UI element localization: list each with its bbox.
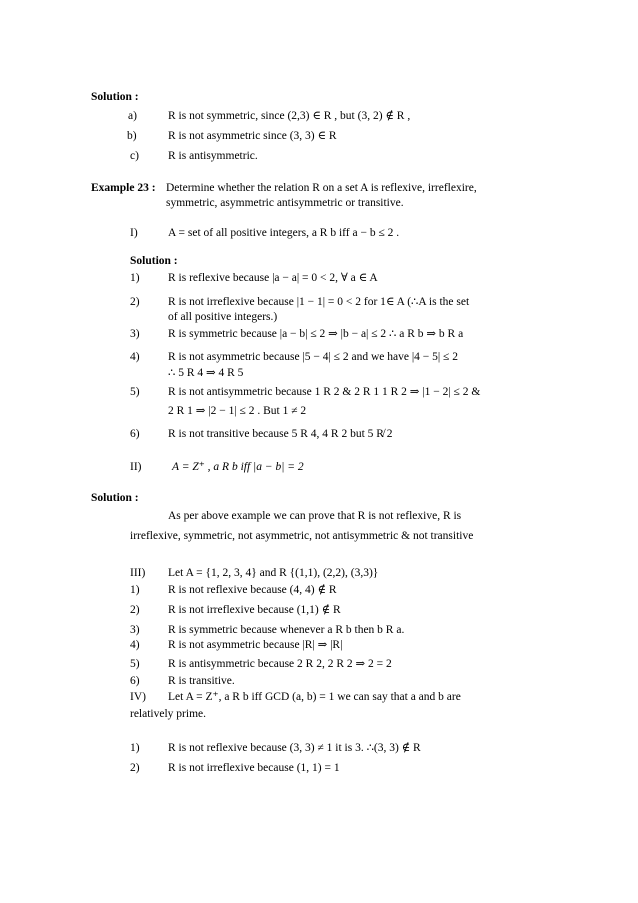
item-number: 1) — [130, 272, 140, 284]
item-text: ∴ 5 R 4 ⇒ 4 R 5 — [168, 367, 244, 379]
item-number: 5) — [130, 658, 140, 670]
item-text: R is antisymmetric. — [168, 150, 258, 162]
example-label: Example 23 : — [91, 182, 156, 194]
item-number: 2) — [130, 762, 140, 774]
item-text: of all positive integers.) — [168, 311, 278, 323]
item-text: R is not asymmetric since (3, 3) ∈ R — [168, 130, 337, 142]
solution-heading-1: Solution : — [91, 91, 139, 103]
part-text: A = Z⁺ , a R b iff |a − b| = 2 — [172, 461, 304, 473]
item-text: R is not antisymmetric because 1 R 2 & 2 R 1 1 R 2 ⇒ |1 − 2| ≤ 2 & — [168, 386, 481, 398]
item-label: b) — [127, 130, 137, 142]
item-number: 5) — [130, 386, 140, 398]
part-label: II) — [130, 461, 142, 473]
item-number: 2) — [130, 296, 140, 308]
item-number: 2) — [130, 604, 140, 616]
item-number: 4) — [130, 639, 140, 651]
item-text: R is not irreflexive because |1 − 1| = 0 < 2 for 1∈ A (∴A is the set — [168, 296, 470, 308]
item-text: R is not asymmetric because |5 − 4| ≤ 2 and we have |4 − 5| ≤ 2 — [168, 351, 458, 363]
part-text: A = set of all positive integers, a R b iff a − b ≤ 2 . — [168, 227, 400, 239]
solution-heading-2: Solution : — [91, 492, 139, 504]
item-number: 1) — [130, 584, 140, 596]
item-text: R is not transitive because 5 R 4, 4 R 2 but 5 R̸ 2 — [168, 428, 393, 440]
solution-subheading: Solution : — [130, 255, 178, 267]
paragraph-line-2: irreflexive, symmetric, not asymmetric, not antisymmetric & not transitive — [130, 530, 474, 542]
item-number: 3) — [130, 624, 140, 636]
item-text: R is not reflexive because (3, 3) ≠ 1 it is 3. ∴(3, 3) ∉ R — [168, 742, 421, 754]
item-text: R is not reflexive because (4, 4) ∉ R — [168, 584, 337, 596]
part-label: IV) — [130, 691, 146, 703]
part-text: Let A = {1, 2, 3, 4} and R {(1,1), (2,2), (3,3)} — [168, 567, 379, 579]
item-number: 6) — [130, 675, 140, 687]
example-line-1: Determine whether the relation R on a set A is reflexive, irreflexire, — [166, 182, 477, 194]
item-text: R is transitive. — [168, 675, 235, 687]
part-label: III) — [130, 567, 146, 579]
item-text: R is symmetric because whenever a R b then b R a. — [168, 624, 405, 636]
item-text: R is symmetric because |a − b| ≤ 2 ⇒ |b − a| ≤ 2 ∴ a R b ⇒ b R a — [168, 328, 464, 340]
item-number: 1) — [130, 742, 140, 754]
item-number: 6) — [130, 428, 140, 440]
item-text: 2 R 1 ⇒ |2 − 1| ≤ 2 . But 1 ≠ 2 — [168, 405, 307, 417]
example-line-2: symmetric, asymmetric antisymmetric or transitive. — [166, 197, 404, 209]
part-text: relatively prime. — [130, 708, 206, 720]
item-number: 4) — [130, 351, 140, 363]
item-number: 3) — [130, 328, 140, 340]
part-text: Let A = Z⁺, a R b iff GCD (a, b) = 1 we can say that a and b are — [168, 691, 461, 703]
item-label: a) — [128, 110, 137, 122]
item-text: R is not irreflexive because (1,1) ∉ R — [168, 604, 341, 616]
item-text: R is not symmetric, since (2,3) ∈ R , but (3, 2) ∉ R , — [168, 110, 411, 122]
item-text: R is not irreflexive because (1, 1) = 1 — [168, 762, 340, 774]
item-text: R is reflexive because |a − a| = 0 < 2, ∀ a ∈ A — [168, 272, 378, 284]
item-label: c) — [130, 150, 139, 162]
item-text: R is not asymmetric because |R| ⇒ |R| — [168, 639, 343, 651]
item-text: R is antisymmetric because 2 R 2, 2 R 2 ⇒ 2 = 2 — [168, 658, 392, 670]
part-label: I) — [130, 227, 138, 239]
paragraph-line-1: As per above example we can prove that R is not reflexive, R is — [168, 510, 462, 522]
